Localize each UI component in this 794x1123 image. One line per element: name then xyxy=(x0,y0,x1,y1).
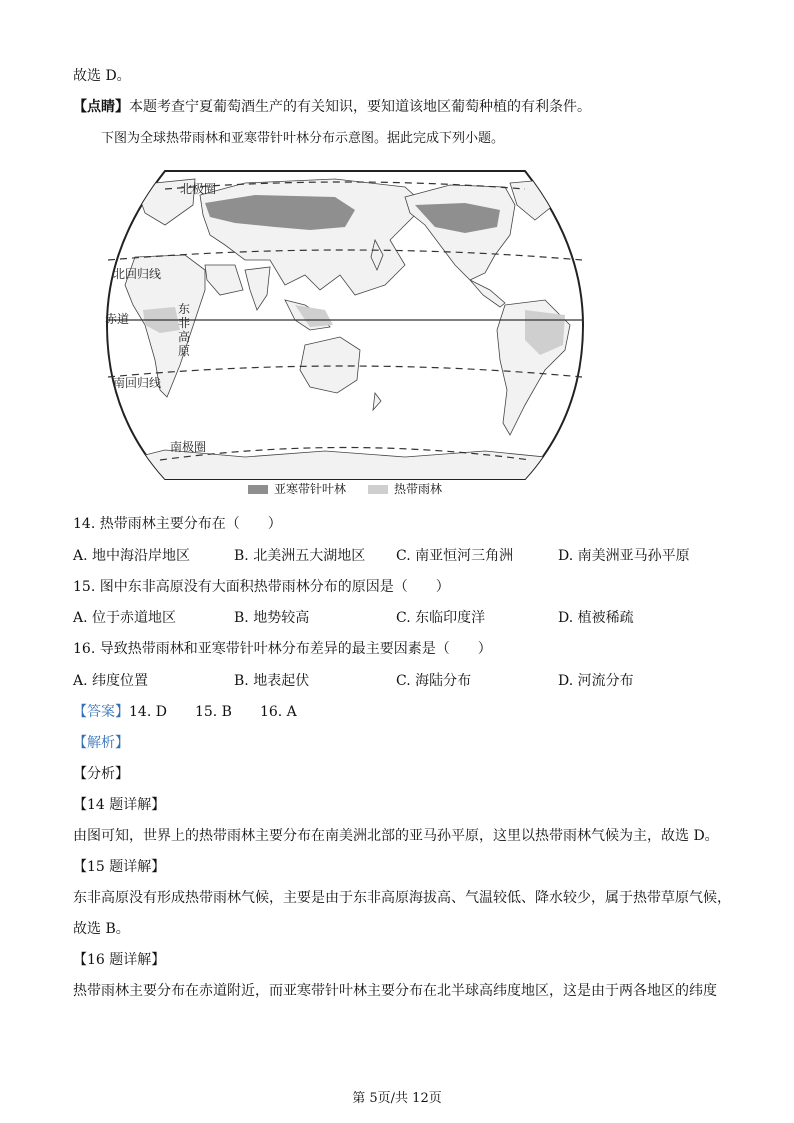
question-15-option-a: A. 位于赤道地区 xyxy=(73,610,177,626)
arctic-circle-label: 北极圈 xyxy=(180,182,217,196)
question-15-option-b: B. 地势较高 xyxy=(234,610,310,626)
question-14-option-a: A. 地中海沿岸地区 xyxy=(73,548,191,564)
question-14-option-c: C. 南亚恒河三角洲 xyxy=(396,548,514,564)
detail-14-text: 由图可知，世界上的热带雨林主要分布在南美洲北部的亚马孙平原，这里以热带雨林气候为主，故选 D。 xyxy=(73,828,719,844)
question-14-option-b: B. 北美洲五大湖地区 xyxy=(234,548,366,564)
question-15-stem: 15. 图中东非高原没有大面积热带雨林分布的原因是（ ） xyxy=(73,579,450,595)
antarctic-circle-label: 南极圈 xyxy=(170,440,207,454)
east-africa-label-1: 东 xyxy=(178,302,191,316)
answer-15: 15. B xyxy=(194,704,232,720)
detail-14-title: 【14 题详解】 xyxy=(73,797,166,813)
legend-taiga-label: 亚寒带针叶林 xyxy=(274,482,347,496)
east-africa-label-2: 非 xyxy=(178,316,191,330)
detail-15-text-2: 故选 B。 xyxy=(73,921,130,937)
detail-15-text-1: 东非高原没有形成热带雨林气候，主要是由于东非高原海拔高、气温较低、降水较少，属于热带草原气候， xyxy=(73,890,731,906)
east-africa-label-3: 高 xyxy=(178,330,191,344)
question-15-option-c: C. 东临印度洋 xyxy=(396,610,486,626)
world-map xyxy=(105,165,585,500)
answer-line xyxy=(73,702,297,722)
answer-tag: 【答案】 xyxy=(73,704,129,720)
answer-16: 16. A xyxy=(259,704,297,720)
intro-text: 下图为全球热带雨林和亚寒带针叶林分布示意图。据此完成下列小题。 xyxy=(101,131,505,146)
legend-rainforest xyxy=(368,481,442,497)
tropic-of-capricorn-label: 南回归线 xyxy=(113,376,162,390)
tropic-of-cancer-label: 北回归线 xyxy=(113,267,162,281)
legend-rainforest-swatch xyxy=(368,485,388,494)
question-16-option-d: D. 河流分布 xyxy=(558,673,634,689)
legend-taiga xyxy=(248,481,346,497)
question-15-option-d: D. 植被稀疏 xyxy=(558,610,634,626)
legend-taiga-swatch xyxy=(248,485,268,494)
detail-15-title: 【15 题详解】 xyxy=(73,859,166,875)
legend-rainforest-label: 热带雨林 xyxy=(394,482,443,496)
question-16-option-b: B. 地表起伏 xyxy=(234,673,310,689)
equator-label: 赤道 xyxy=(105,312,130,326)
question-16-stem: 16. 导致热带雨林和亚寒带针叶林分布差异的最主要因素是（ ） xyxy=(73,641,492,657)
question-14-option-d: D. 南美洲亚马孙平原 xyxy=(558,548,690,564)
world-map-svg xyxy=(105,165,585,500)
question-16-option-c: C. 海陆分布 xyxy=(396,673,472,689)
note-line xyxy=(73,97,591,117)
note-text: 本题考查宁夏葡萄酒生产的有关知识，要知道该地区葡萄种植的有利条件。 xyxy=(129,99,591,115)
question-14-stem: 14. 热带雨林主要分布在（ ） xyxy=(73,516,282,532)
fenxi-tag: 【分析】 xyxy=(73,766,129,782)
detail-16-text: 热带雨林主要分布在赤道附近，而亚寒带针叶林主要分布在北半球高纬度地区，这是由于两各地区的纬度 xyxy=(73,983,717,999)
page-number: 第 5页/共 12页 xyxy=(352,1091,442,1106)
answer-14: 14. D xyxy=(129,704,167,720)
question-16-option-a: A. 纬度位置 xyxy=(73,673,149,689)
note-tag: 【点睛】 xyxy=(73,99,129,115)
conclusion-line: 故选 D。 xyxy=(73,68,131,84)
east-africa-label-4: 原 xyxy=(178,344,191,358)
jiexi-tag: 【解析】 xyxy=(73,735,129,751)
detail-16-title: 【16 题详解】 xyxy=(73,952,166,968)
